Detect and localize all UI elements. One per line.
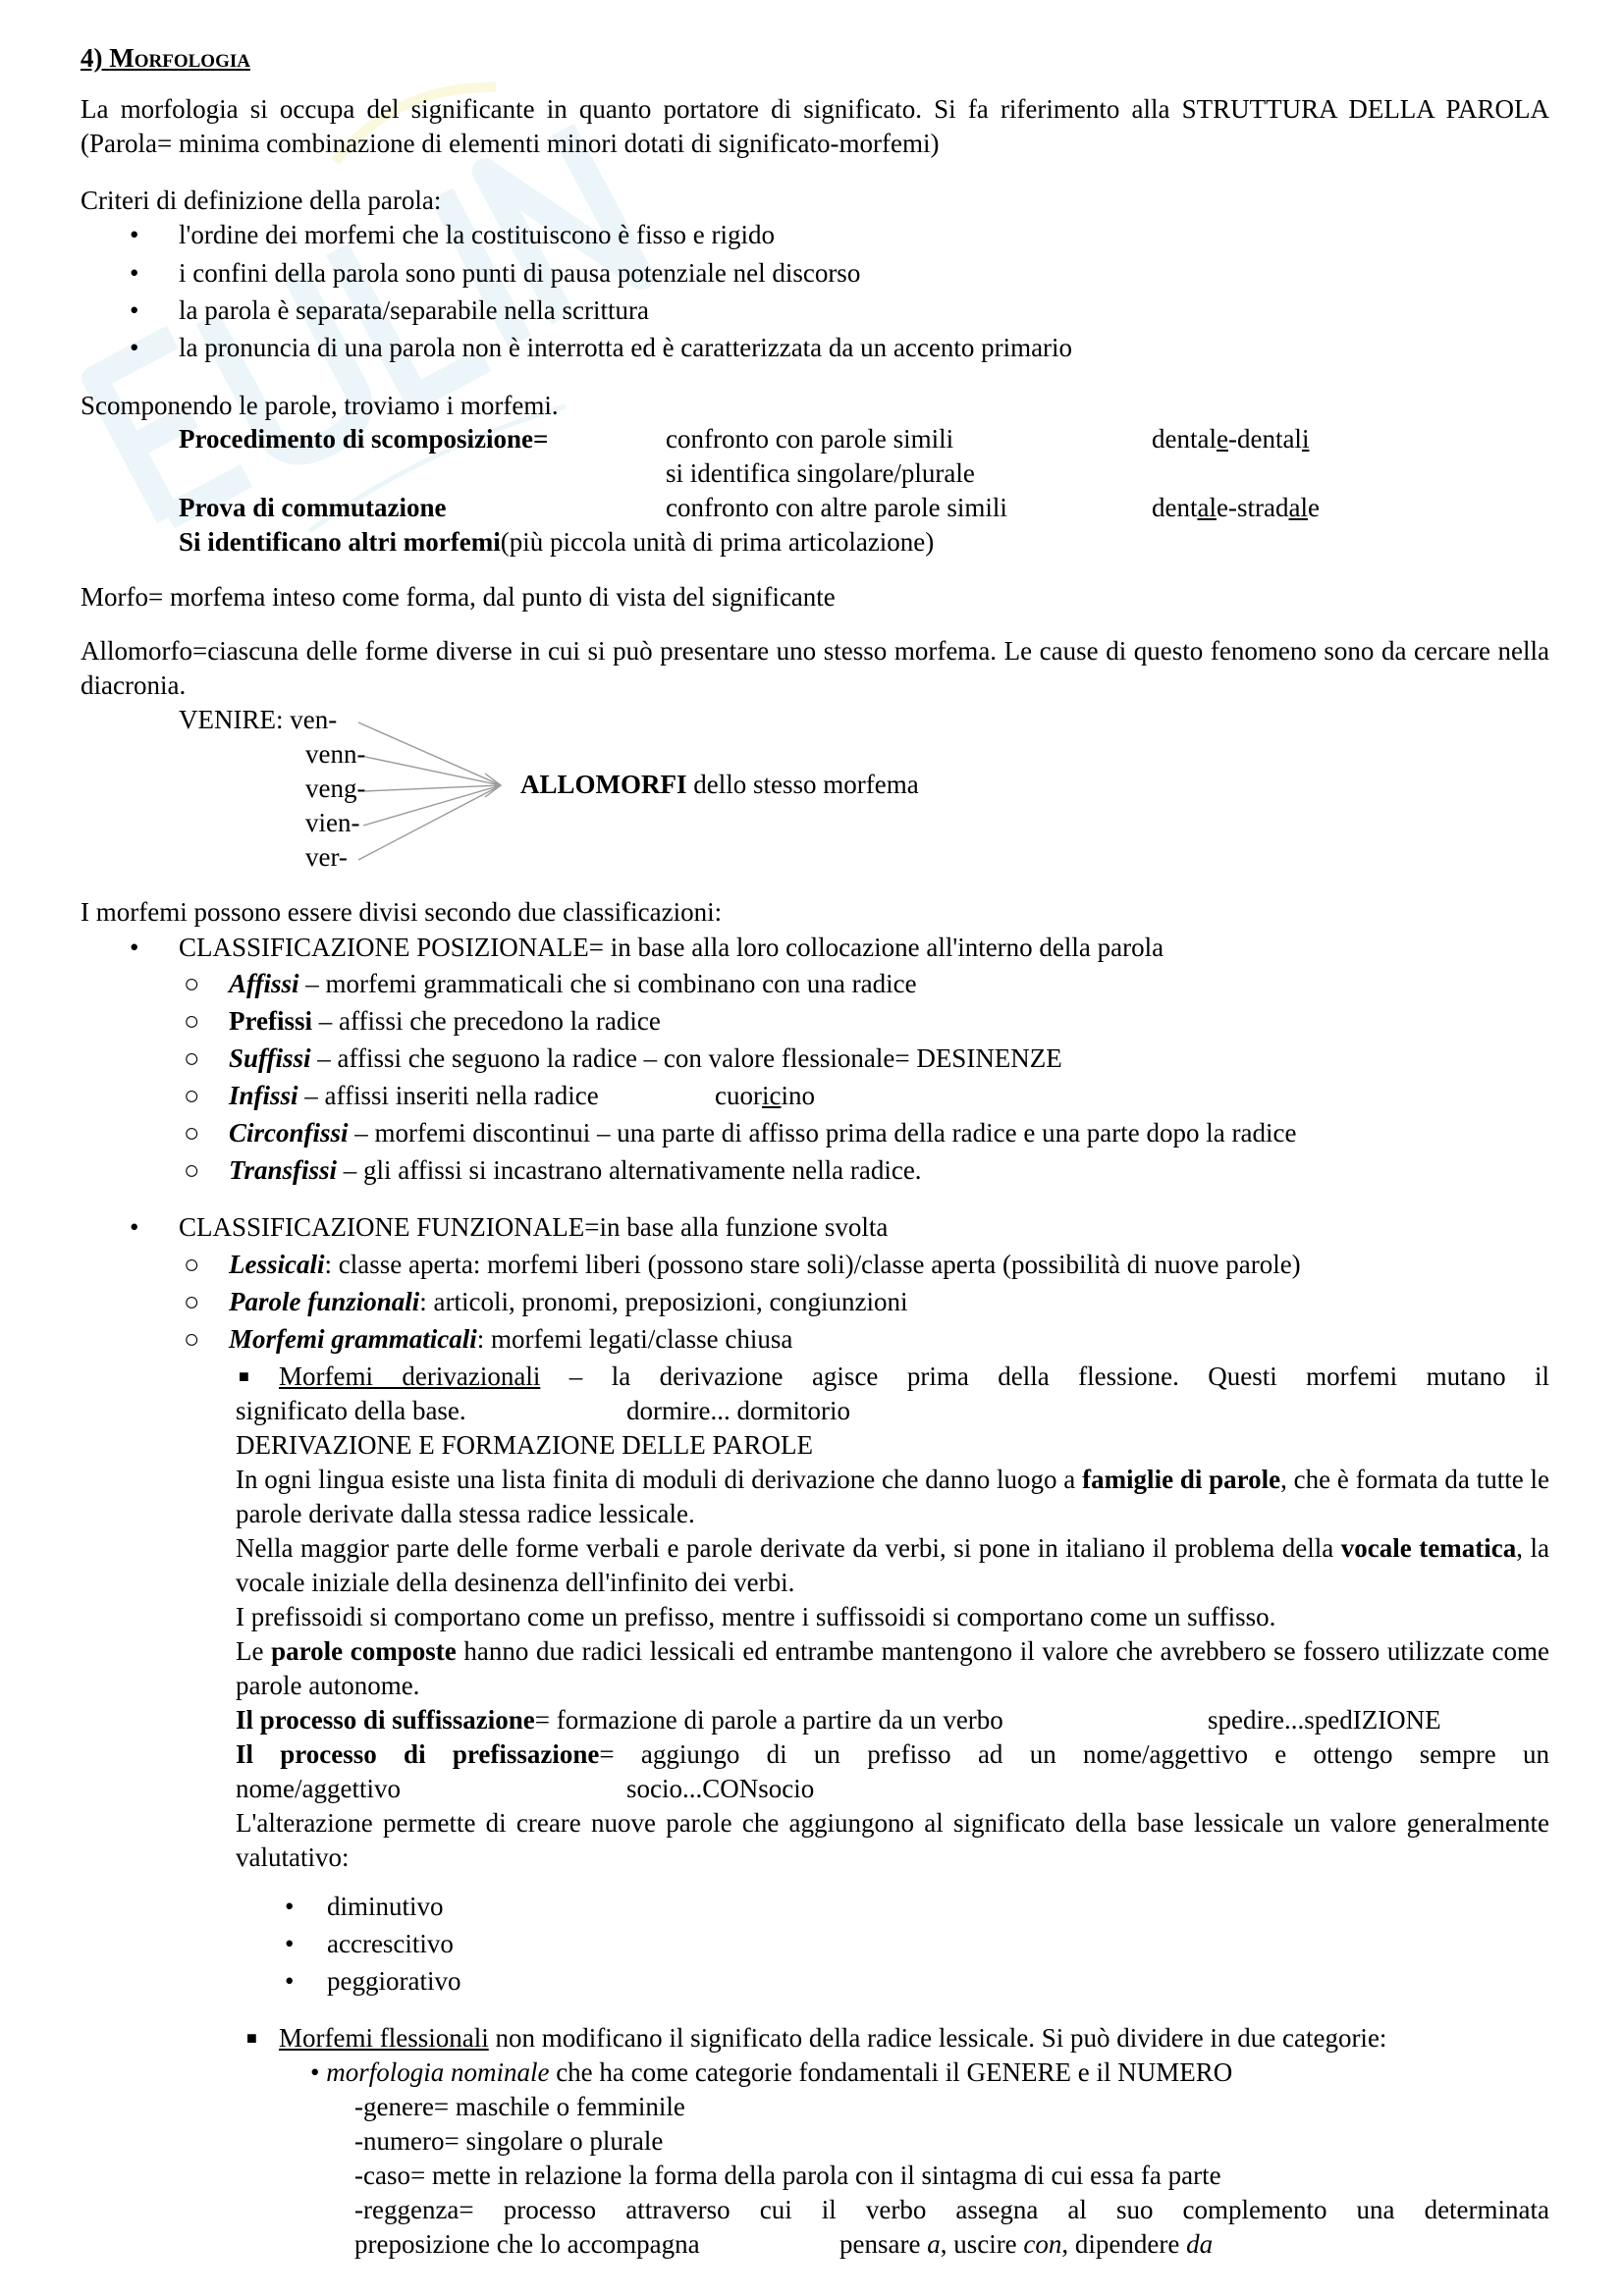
prova-label: Prova di commutazione bbox=[179, 493, 447, 522]
derivazione-paragraph-3: I prefissoidi si comportano come un prefisso, mentre i suffissoidi si comportano come un suffisso. bbox=[236, 1602, 1276, 1631]
criteri-bullet: • bbox=[130, 258, 139, 288]
funzionale-sub-bullet: ○ bbox=[184, 1287, 200, 1316]
procedimento-text: confronto con parole simili bbox=[666, 424, 954, 454]
posizionale-sub-bullet: ○ bbox=[184, 1043, 200, 1073]
posizionale-sub-bullet: ○ bbox=[184, 969, 200, 998]
posizionale-item: Suffissi – affissi che seguono la radice – con valore flessionale= DESINENZE bbox=[229, 1043, 1062, 1073]
funzionale-sub-bullet: ○ bbox=[184, 1324, 200, 1354]
reggenza-line-2: preposizione che lo accompagna bbox=[354, 2229, 700, 2259]
derivazionali-bullet: ■ bbox=[239, 1366, 249, 1386]
alterazione-bullet: • bbox=[285, 1929, 295, 1958]
prova-example: dentale-stradale bbox=[1152, 493, 1320, 522]
venire-label: VENIRE: ven- bbox=[179, 705, 338, 734]
criteri-bullet: • bbox=[130, 333, 139, 362]
alterazione-bullet: • bbox=[285, 1966, 295, 1996]
criteri-bullet: • bbox=[130, 220, 139, 249]
flessionali-line: Morfemi flessionali non modificano il significato della radice lessicale. Si può dividere in due categorie: bbox=[279, 2023, 1387, 2053]
reggenza-line: -reggenza= processo attraverso cui il verbo assegna al suo complemento una determinata bbox=[354, 2195, 1549, 2224]
flessione-line: -genere= maschile o femminile bbox=[354, 2092, 685, 2121]
reggenza-example: pensare a, uscire con, dipendere da bbox=[839, 2229, 1214, 2259]
posizionale-item: Infissi – affissi inseriti nella radice bbox=[229, 1081, 599, 1110]
flessione-line: -caso= mette in relazione la forma della parola con il sintagma di cui essa fa parte bbox=[354, 2161, 1221, 2190]
alterazione-item: diminutivo bbox=[327, 1892, 444, 1921]
suffissazione-example: spedire...spedIZIONE bbox=[1208, 1705, 1441, 1735]
venire-form: vien- bbox=[305, 808, 360, 837]
posizionale-item: Circonfissi – morfemi discontinui – una parte di affisso prima della radice e una parte dopo la radice bbox=[229, 1118, 1297, 1148]
criteri-bullet: • bbox=[130, 295, 139, 325]
posizionale-bullet: • bbox=[130, 933, 139, 962]
criteri-item: l'ordine dei morfemi che la costituiscono è fisso e rigido bbox=[179, 220, 775, 249]
procedimento-text-2: si identifica singolare/plurale bbox=[666, 458, 975, 488]
funzionale-item: Morfemi grammaticali: morfemi legati/classe chiusa bbox=[229, 1324, 793, 1354]
derivazione-paragraph-2: Nella maggior parte delle forme verbali e parole derivate da verbi, si pone in italiano il problema della vocale tematica, la vocale iniziale della desinenza dell'infinito dei verbi. bbox=[236, 1533, 1549, 1597]
posizionale-item: Prefissi – affissi che precedono la radice bbox=[229, 1006, 661, 1036]
criteri-item: i confini della parola sono punti di pausa potenziale nel discorso bbox=[179, 258, 861, 288]
funzionale-item: Lessicali: classe aperta: morfemi liberi (possono stare soli)/classe aperta (possibilità di nuove parole) bbox=[229, 1250, 1301, 1279]
altri-morfemi: Si identificano altri morfemi(più piccola unità di prima articolazione) bbox=[179, 527, 935, 557]
funzionale-item: Parole funzionali: articoli, pronomi, preposizioni, congiunzioni bbox=[229, 1287, 908, 1316]
flessione-line: -numero= singolare o plurale bbox=[354, 2126, 664, 2156]
alterazione-bullet: • bbox=[285, 1892, 295, 1921]
posizionale-heading: CLASSIFICAZIONE POSIZIONALE= in base alla loro collocazione all'interno della parola bbox=[179, 933, 1164, 962]
scomposizione-heading: Scomponendo le parole, troviamo i morfemi. bbox=[81, 391, 559, 420]
funzionale-sub-bullet: ○ bbox=[184, 1250, 200, 1279]
posizionale-sub-bullet: ○ bbox=[184, 1155, 200, 1185]
funzionale-bullet: • bbox=[130, 1212, 139, 1242]
derivazionali-line-2: significato della base. bbox=[236, 1396, 466, 1425]
infissi-example: cuoricino bbox=[715, 1081, 815, 1110]
derivazione-paragraph-4: Le parole composte hanno due radici lessicali ed entrambe mantengono il valore che avrebbero se fossero utilizzate come parole autonome. bbox=[236, 1636, 1549, 1700]
morfo-definition: Morfo= morfema inteso come forma, dal punto di vista del significante bbox=[81, 582, 836, 612]
prefissazione-line: Il processo di prefissazione= aggiungo di un prefisso ad un nome/aggettivo e ottengo sempre un bbox=[236, 1739, 1550, 1769]
flessionali-bullet: ■ bbox=[246, 2028, 257, 2048]
posizionale-sub-bullet: ○ bbox=[184, 1081, 200, 1110]
venire-form: venn- bbox=[305, 739, 366, 769]
alterazione-paragraph: L'alterazione permette di creare nuove parole che aggiungono al significato della base lessicale un valore generalmente valutativo: bbox=[236, 1808, 1549, 1872]
derivazione-paragraph-1: In ogni lingua esiste una lista finita di moduli di derivazione che danno luogo a famiglie di parole, che è formata da tutte le parole derivate dalla stessa radice lessicale. bbox=[236, 1465, 1549, 1528]
alterazione-item: peggiorativo bbox=[327, 1966, 461, 1996]
posizionale-sub-bullet: ○ bbox=[184, 1006, 200, 1036]
nominale-line: • morfologia nominale che ha come categorie fondamentali il GENERE e il NUMERO bbox=[310, 2057, 1233, 2087]
allomorfo-definition: Allomorfo=ciascuna delle forme diverse in cui si può presentare uno stesso morfema. Le cause di questo fenomeno sono da cercare nella diacronia. bbox=[81, 636, 1549, 700]
section-title: 4) Morfologia bbox=[81, 43, 250, 73]
intro-paragraph: La morfologia si occupa del significante in quanto portatore di significato. Si fa riferimento alla STRUTTURA DELLA PAROLA (Parola= minima combinazione di elementi minori dotati di significato-morfemi) bbox=[81, 94, 1549, 158]
derivazionali-line-1: Morfemi derivazionali – la derivazione agisce prima della flessione. Questi morfemi mutano il bbox=[279, 1362, 1549, 1391]
procedimento-example: dentale-dentali bbox=[1152, 424, 1310, 454]
classificazioni-intro: I morfemi possono essere divisi secondo due classificazioni: bbox=[81, 897, 723, 927]
alterazione-item: accrescitivo bbox=[327, 1929, 454, 1958]
criteri-item: la parola è separata/separabile nella scrittura bbox=[179, 295, 649, 325]
derivazionali-example: dormire... dormitorio bbox=[626, 1396, 850, 1425]
posizionale-sub-bullet: ○ bbox=[184, 1118, 200, 1148]
derivazione-heading: DERIVAZIONE E FORMAZIONE DELLE PAROLE bbox=[236, 1430, 813, 1460]
allomorfi-arrows bbox=[353, 707, 511, 874]
posizionale-item: Affissi – morfemi grammaticali che si combinano con una radice bbox=[229, 969, 917, 998]
venire-form: ver- bbox=[305, 842, 348, 872]
suffissazione-line: Il processo di suffissazione= formazione di parole a partire da un verbo bbox=[236, 1705, 1003, 1735]
criteri-heading: Criteri di definizione della parola: bbox=[81, 186, 442, 215]
venire-form: veng- bbox=[305, 774, 366, 803]
funzionale-heading: CLASSIFICAZIONE FUNZIONALE=in base alla funzione svolta bbox=[179, 1212, 889, 1242]
procedimento-label: Procedimento di scomposizione= bbox=[179, 424, 549, 454]
allomorfi-caption: ALLOMORFI dello stesso morfema bbox=[520, 770, 919, 799]
prova-text: confronto con altre parole simili bbox=[666, 493, 1007, 522]
criteri-item: la pronuncia di una parola non è interrotta ed è caratterizzata da un accento primario bbox=[179, 333, 1073, 362]
prefissazione-line-2: nome/aggettivo bbox=[236, 1774, 401, 1803]
posizionale-item: Transfissi – gli affissi si incastrano alternativamente nella radice. bbox=[229, 1155, 922, 1185]
prefissazione-example: socio...CONsocio bbox=[626, 1774, 815, 1803]
